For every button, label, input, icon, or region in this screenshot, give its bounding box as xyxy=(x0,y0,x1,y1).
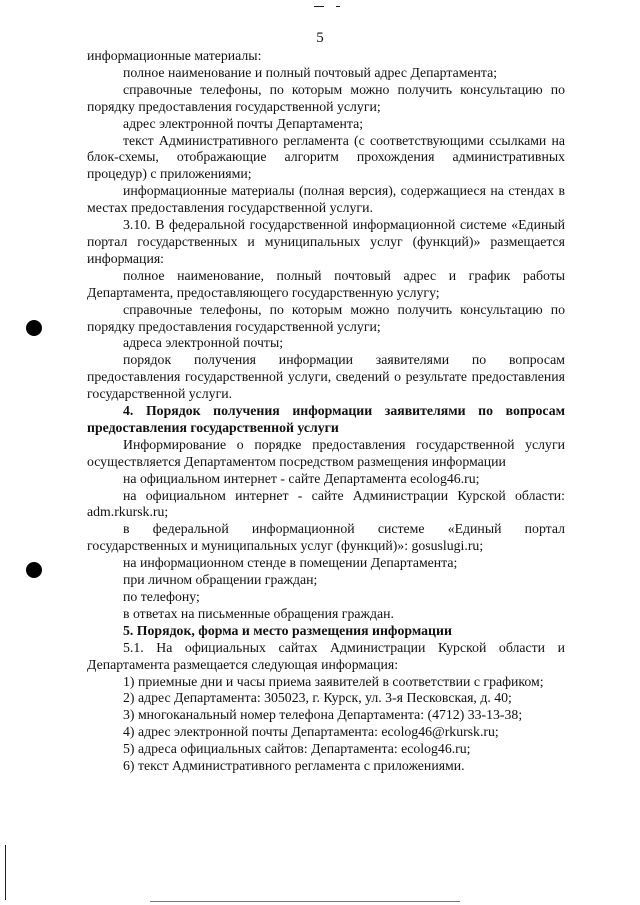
paragraph: 4) адрес электронной почты Департамента: ecolog46@rkursk.ru; xyxy=(123,724,499,740)
punch-hole xyxy=(26,320,42,336)
paragraph: текст Административного регламента (с соответствующими ссылками на блок-схемы, отображающие алгоритм прохождения административных процедур) с приложениями; xyxy=(87,132,565,182)
page-number: 5 xyxy=(316,30,324,46)
bottom-scan-line xyxy=(150,901,460,902)
paragraph: справочные телефоны, по которым можно получить консультацию по порядку предоставления государственной услуги; xyxy=(87,301,565,334)
paragraph: на официальном интернет - сайте Департамента ecolog46.ru; xyxy=(123,470,480,486)
paragraph: на информационном стенде в помещении Департамента; xyxy=(123,555,458,571)
punch-hole xyxy=(26,562,42,578)
paragraph: по телефону; xyxy=(123,589,200,604)
paragraph: в ответах на письменные обращения граждан. xyxy=(123,605,394,621)
body-text xyxy=(87,48,565,775)
paragraph: адреса электронной почты; xyxy=(123,335,284,351)
scan-mark xyxy=(336,6,340,7)
section-heading: 5. Порядок, форма и место размещения информации xyxy=(123,622,452,638)
margin-line xyxy=(5,845,6,900)
paragraph: справочные телефоны, по которым можно получить консультацию по порядку предоставления государственной услуги; xyxy=(87,81,565,114)
paragraph: порядок получения информации заявителями по вопросам предоставления государственной услуги, сведений о результате предоставления государственной услуги. xyxy=(87,352,565,402)
paragraph: информационные материалы (полная версия), содержащиеся на стендах в местах предоставления государственной услуги. xyxy=(87,183,565,216)
paragraph: информационные материалы: xyxy=(87,48,262,63)
section-heading: 4. Порядок получения информации заявителями по вопросам предоставления государственной услуги xyxy=(87,403,565,435)
paragraph: 1) приемные дни и часы приема заявителей в соответствии с графиком; xyxy=(123,673,544,689)
paragraph: при личном обращении граждан; xyxy=(123,572,318,588)
paragraph: полное наименование, полный почтовый адрес и график работы Департамента, предоставляющего государственную услугу; xyxy=(87,267,565,300)
paragraph: 6) текст Административного регламента с приложениями. xyxy=(123,758,465,774)
paragraph: 3) многоканальный номер телефона Департамента: (4712) 33-13-38; xyxy=(123,707,523,723)
paragraph: адрес электронной почты Департамента; xyxy=(123,115,364,131)
paragraph: на официальном интернет - сайте Администрации Курской области: adm.rkursk.ru; xyxy=(87,487,565,520)
paragraph: 5) адреса официальных сайтов: Департамента: ecolog46.ru; xyxy=(123,741,471,757)
paragraph: в федеральной информационной системе «Единый портал государственных и муниципальных услуг (функций)»: gosuslugi.ru; xyxy=(87,521,565,554)
paragraph: 2) адрес Департамента: 305023, г. Курск, ул. 3-я Песковская, д. 40; xyxy=(123,690,512,706)
scan-mark xyxy=(314,6,324,7)
paragraph: 3.10. В федеральной государственной информационной системе «Единый портал государственных и муниципальных услуг (функций)» размещается информация: xyxy=(87,217,565,266)
paragraph: 5.1. На официальных сайтах Администрации Курской области и Департамента размещается следующая информация: xyxy=(87,639,565,672)
paragraph: полное наименование и полный почтовый адрес Департамента; xyxy=(123,64,498,80)
paragraph: Информирование о порядке предоставления государственной услуги осуществляется Департаментом посредством размещения информации xyxy=(87,436,565,469)
